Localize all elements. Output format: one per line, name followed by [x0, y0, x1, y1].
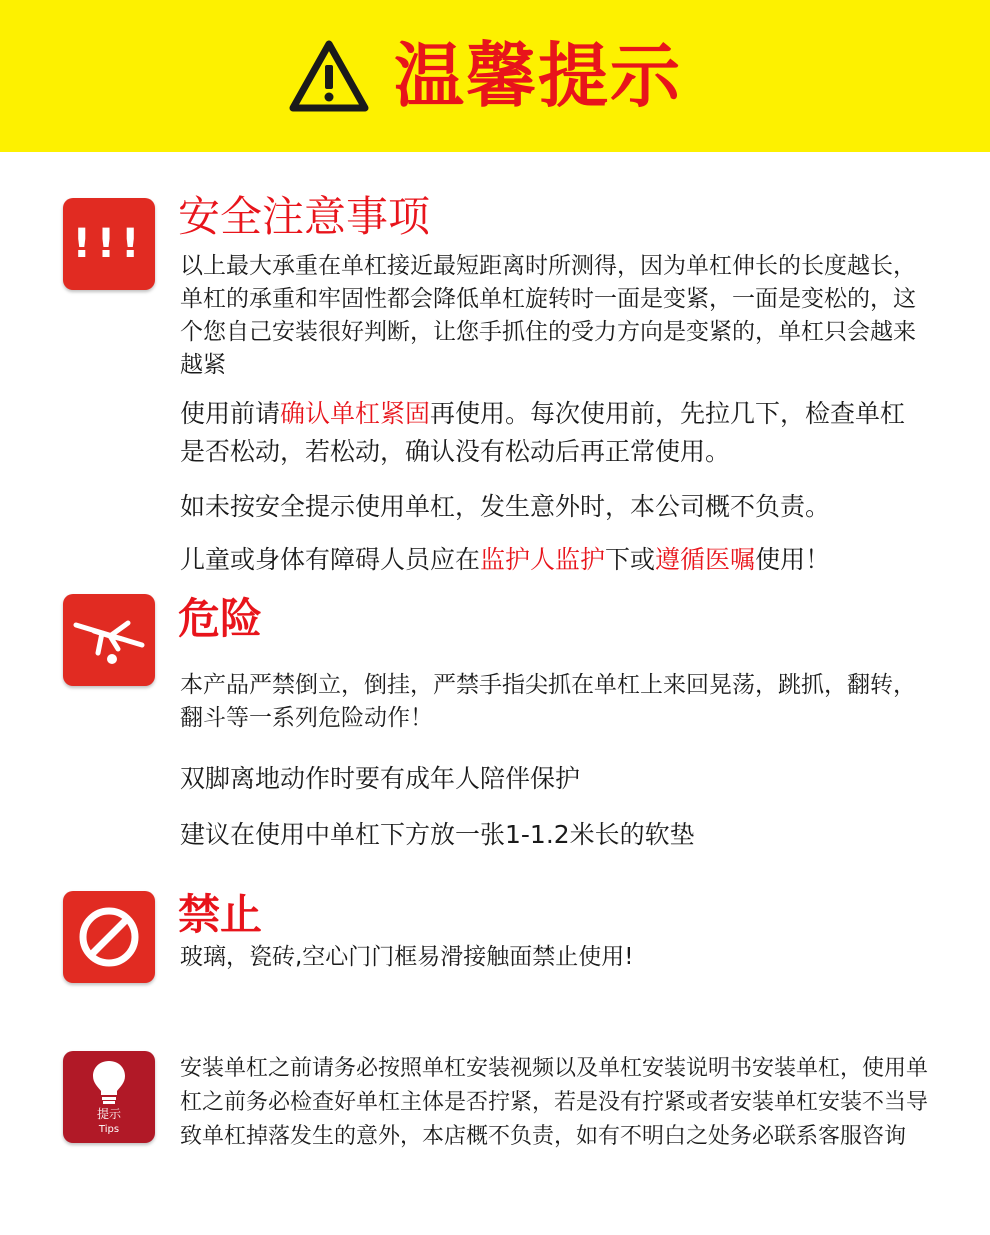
text: 使用前请 — [180, 399, 281, 428]
prohibited-glyph — [76, 904, 142, 970]
text: 再使用。每次使用前，先拉几下，检查单杠是否松动，若松动，确认没有松动后再正常使用。 — [180, 399, 906, 466]
highlight-text: 确认单杠紧固 — [280, 399, 431, 428]
prohibit-paragraph-1: 玻璃，瓷砖,空心门门框易滑接触面禁止使用! — [180, 944, 634, 970]
text: 儿童或身体有障碍人员应在 — [180, 545, 481, 574]
text: 使用！ — [755, 545, 831, 574]
danger-paragraph-1: 本产品严禁倒立，倒挂，严禁手指尖抓在单杠上来回晃荡，跳抓，翻转，翻斗等一系列危险动作！ — [180, 672, 916, 731]
header-banner — [0, 0, 990, 152]
banner-content — [288, 35, 682, 117]
text: 下或 — [605, 545, 656, 574]
danger-section-title: 危险 — [178, 594, 263, 643]
upside-down-person-icon — [63, 594, 155, 686]
safety-paragraph-4 — [180, 541, 930, 579]
exclamation-text: !!! — [72, 221, 146, 267]
danger-paragraph-3: 建议在使用中单杠下方放一张1-1.2米长的软垫 — [180, 820, 695, 849]
highlight-text: 监护人监护 — [480, 545, 606, 574]
exclamation-marks-icon — [63, 198, 155, 290]
tips-label-en: Tips — [98, 1124, 120, 1135]
safety-paragraph-1: 以上最大承重在单杠接近最短距离时所测得，因为单杠伸长的长度越长，单杠的承重和牢固性都会降低单杠旋转时一面是变紧，一面是变松的，这个您自己安装很好判断，让您手抓住的受力方向是变紧的，单杠只会越来越紧 — [180, 253, 916, 378]
safety-paragraph-3: 如未按安全提示使用单杠，发生意外时，本公司概不负责。 — [180, 492, 831, 521]
person-glyph — [72, 609, 146, 671]
safety-section-title: 安全注意事项 — [178, 192, 431, 241]
warning-triangle-icon — [288, 39, 370, 113]
tips-paragraph: 安装单杠之前请务必按照单杠安装视频以及单杠安装说明书安装单杠，使用单杠之前务必检查好单杠主体是否拧紧，若是没有拧紧或者安装单杠安装不当导致单杠掉落发生的意外，本店概不负责，如有不明白之处务必联系客服咨询 — [180, 1056, 929, 1149]
safety-paragraph-2 — [180, 395, 930, 471]
prohibited-icon — [63, 891, 155, 983]
tips-label-cn: 提示 — [96, 1107, 121, 1121]
page-title: 温馨提示 — [394, 35, 682, 117]
highlight-text: 遵循医嘱 — [655, 545, 756, 574]
danger-paragraph-2: 双脚离地动作时要有成年人陪伴保护 — [180, 764, 581, 793]
prohibit-section-title: 禁止 — [178, 890, 263, 939]
bulb-glyph — [89, 1058, 129, 1106]
lightbulb-icon — [63, 1051, 155, 1143]
